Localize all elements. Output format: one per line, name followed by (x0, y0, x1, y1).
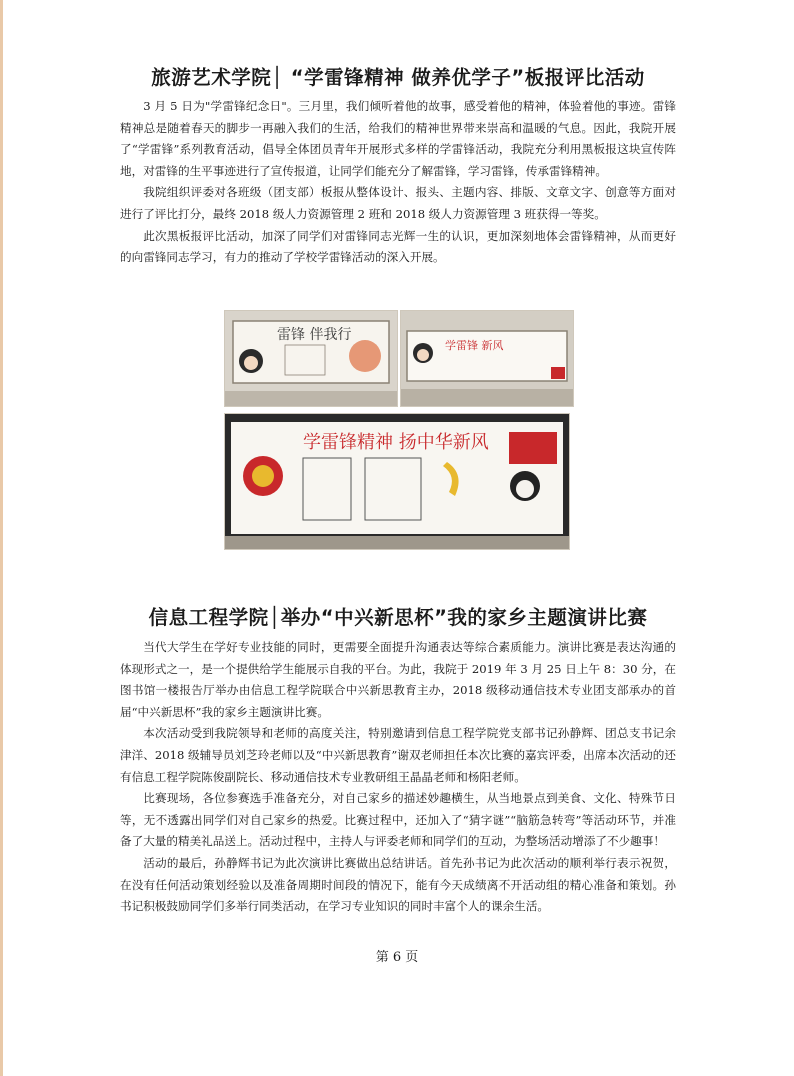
photo3-heading-text: 学雷锋精神 扬中华新风 (303, 432, 489, 453)
page-number: 第 6 页 (375, 950, 419, 965)
section1-paragraph: 我院组织评委对各班级（团支部）板报从整体设计、报头、主题内容、排版、文章文字、创意等方面对进行了评比打分，最终 2018 级人力资源管理 2 班和 2018 级人力资源管理 3 班获得一等奖。 (120, 185, 676, 221)
section2-paragraph: 当代大学生在学好专业技能的同时，更需要全面提升沟通表达等综合素质能力。演讲比赛是表达沟通的体现形式之一，是一个提供给学生能展示自我的平台。为此，我院于 2019 年 3 月 25 日上午 8：30 分，在图书馆一楼报告厅举办由信息工程学院联合中兴新思教育主办，2018 级移动通信技术专业团支部承办的首届“中兴新思杯”我的家乡主题演讲比赛。 (120, 640, 676, 719)
section1-paragraph: 3 月 5 日为"学雷锋纪念日"。三月里，我们倾听着他的故事，感受着他的精神，体验着他的事迹。雷锋精神总是随着春天的脚步一再融入我们的生活，给我们的精神世界带来崇高和温暖的气息。因此，我院开展 了“学雷锋”系列教育活动，倡导全体团员青年开展形式多样的学雷锋活动，我院充分利用黑板报这块宣传阵地，对雷锋的生平事迹进行了宣传报道，让同学们能充分了解雷锋，学习雷锋，传承雷锋精神。 (120, 99, 676, 178)
section2-title: 信息工程学院│举办“中兴新思杯”我的家乡主题演讲比赛 (148, 606, 648, 629)
section1-paragraph: 此次黑板报评比活动，加深了同学们对雷锋同志光辉一生的认识，更加深刻地体会雷锋精神，从而更好的向雷锋同志学习，有力的推动了学校学雷锋活动的深入开展。 (120, 228, 676, 265)
blackboard-photo-1 (224, 310, 398, 407)
section-info-engineering (120, 602, 676, 630)
section2-paragraph: 比赛现场，各位参赛选手准备充分，对自己家乡的描述妙趣横生，从当地景点到美食、文化、特殊节日等，无不透露出同学们对自己家乡的热爱。比赛过程中，还加入了“猜字谜”“脑筋急转弯”等活动环节，并准备了大量的精美礼品送上。活动过程中，主持人与评委老师和同学们的互动，为整场活动增添了不少趣事！ (120, 791, 676, 849)
section1-body (120, 96, 676, 269)
blackboard-photo-3 (224, 413, 570, 550)
photo2-heading-text: 学雷锋 新风 (445, 339, 504, 352)
page-edge (0, 0, 3, 1076)
section2-body (120, 637, 676, 918)
photo1-heading-text: 雷锋 伴我行 (277, 327, 352, 343)
section-tourism-art (120, 62, 676, 90)
section2-paragraph: 活动的最后，孙静辉书记为此次演讲比赛做出总结讲话。首先孙书记为此次活动的顺利举行表示祝贺，在没有任何活动策划经验以及准备周期时间段的情况下，能有今天成绩离不开活动组的精心准备和策划。孙书记积极鼓励同学们多举行同类活动，在学习专业知识的同时丰富个人的课余生活。 (120, 855, 676, 914)
section1-title: 旅游艺术学院│ “学雷锋精神 做养优学子”板报评比活动 (151, 66, 645, 89)
blackboard-photo-2 (400, 310, 574, 407)
section2-paragraph: 本次活动受到我院领导和老师的高度关注，特别邀请到信息工程学院党支部书记孙静辉、团总支书记余津洋、2018 级辅导员刘芝玲老师以及“中兴新思教育”谢双老师担任本次比赛的嘉宾评委，出席本次活动的还有信息工程学院陈俊副院长、移动通信技术专业教研组王晶晶老师和杨阳老师。 (120, 726, 676, 784)
